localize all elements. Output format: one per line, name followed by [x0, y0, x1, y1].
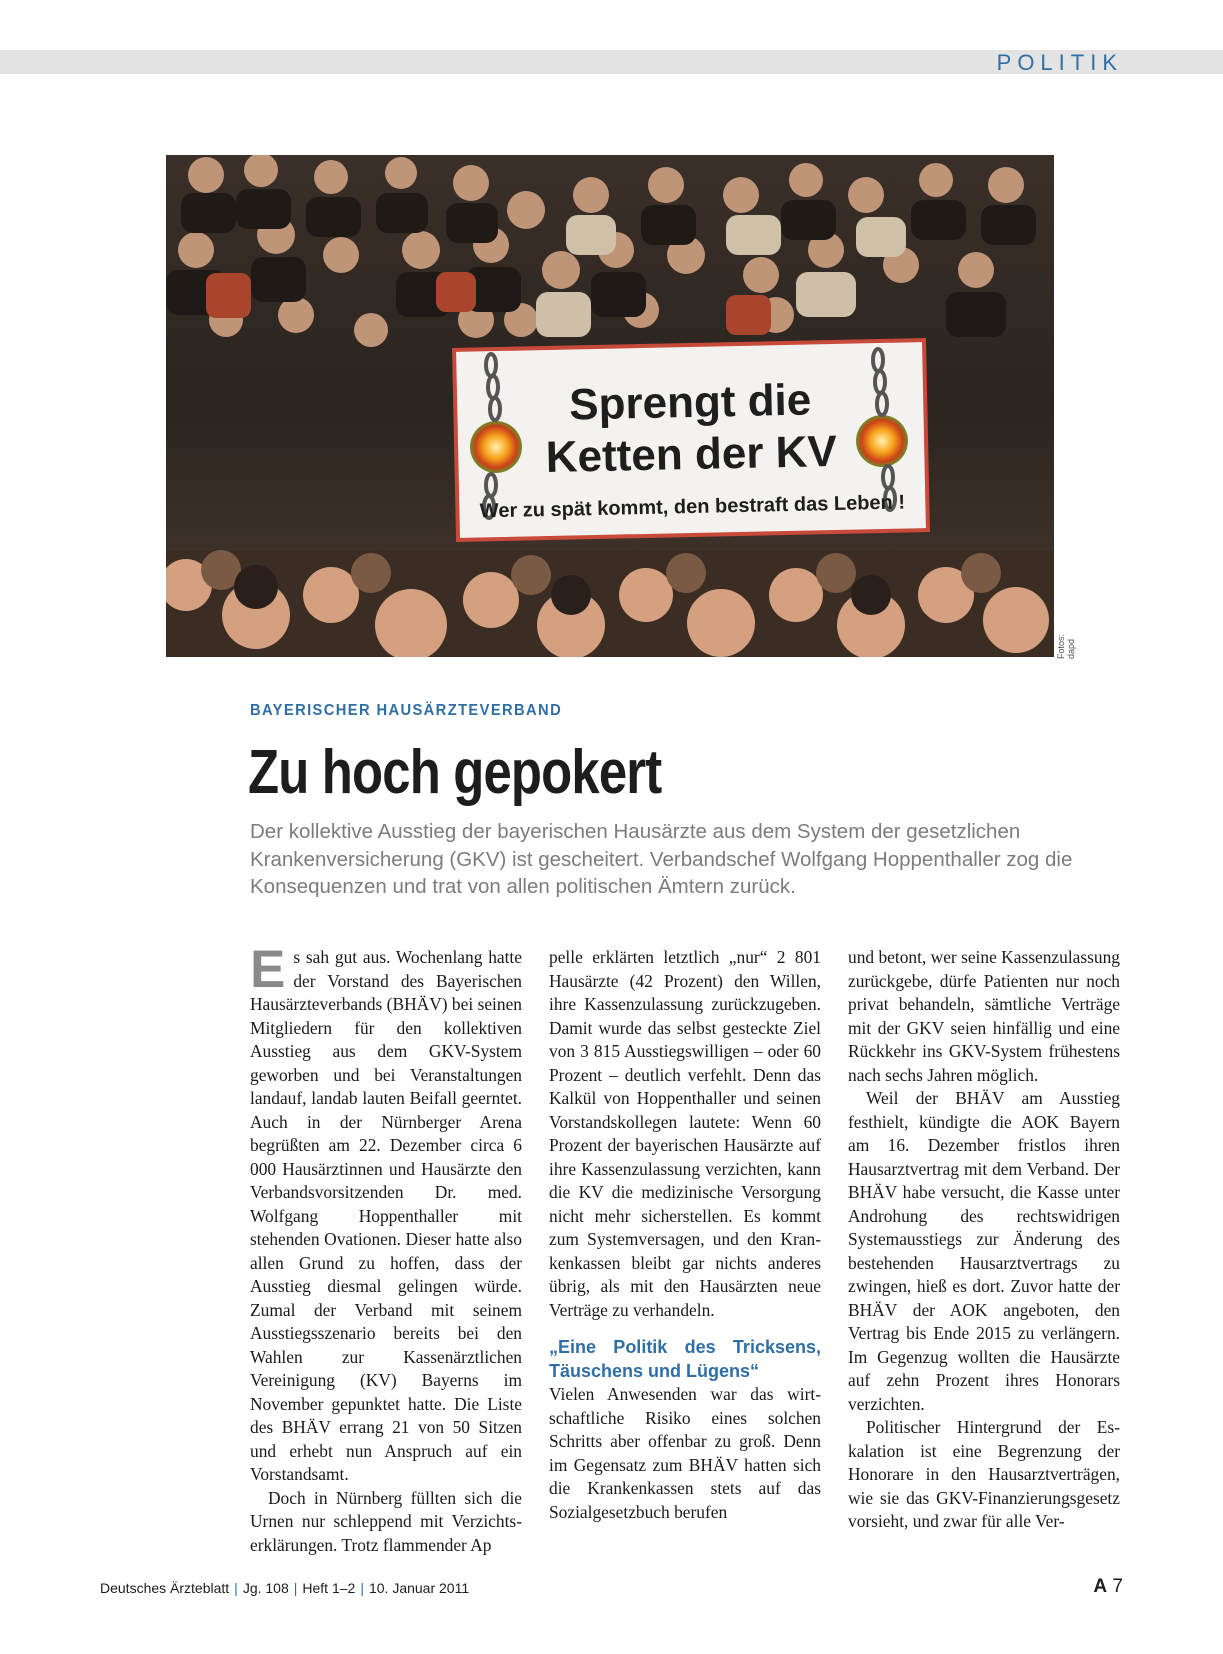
banner-line-1: Sprengt die	[568, 375, 812, 430]
protest-banner	[454, 340, 928, 540]
body-paragraph: Weil der BHÄV am Ausstieg festhielt, kündigte die AOK Bayern am 16. Dezember fristlos ihren Hausarztvertrag mit dem Verband. Der BHÄV habe versucht, die Kasse unter Androhung des rechtswidrigen Systemausstiegs zur Änderung des bestehenden Hausarztvertrags zu zwingen, hieß es dort. Zuvor hatte der BHÄV der AOK angeboten, den Vertrag bis Ende 2015 zu verlängern. Im Gegenzug wollten die Hausärzte auf zehn Prozent ihres Honorars verzichten.	[848, 1088, 1120, 1414]
article-kicker: BAYERISCHER HAUSÄRZTEVERBAND	[250, 702, 563, 719]
page-number	[1093, 1576, 1123, 1598]
body-paragraph: s sah gut aus. Wochenlang hatte der Vorstand des Bayerischen Hausärzteverbands (BHÄV) bei seinen Mitgliedern für den kollektiven Ausstieg aus dem GKV-System geworben und bei Veranstaltungen landauf, landab lauten Beifall geerntet. Auch in der Nürnberger Arena begrüßten am 22. Dezember circa 6 000 Hausärztinnen und Hausärzte den Verbandsvorsitzenden Dr. med. Wolfgang Hoppenthaller mit stehenden Ovationen. Dieser hatte also allen Grund zu hoffen, dass der Ausstieg diesmal gelingen würde. Zumal der Verband mit seinem Ausstiegsszenario bereits bei den Wahlen zur Kassenärztlichen Vereinigung (KV) Bayerns im November gepunktet hatte. Die Liste des BHÄV errang 21 von 50 Sitzen und erhebt nun Anspruch auf ein Vorstandsamt.	[250, 947, 522, 1484]
page-number-value: 7	[1112, 1576, 1123, 1597]
article-column-3	[848, 946, 1120, 1534]
body-paragraph: und betont, wer seine Kassenzulassung zurückgebe, dürfe Patienten nur noch privat behandeln, sämtliche Verträge mit der GKV seien hinfällig und eine Rückkehr ins GKV-System frühestens nach sechs Jahren möglich.	[848, 947, 1120, 1085]
banner-line-2: Ketten der KV	[545, 426, 838, 483]
drop-cap: E	[250, 940, 286, 999]
article-photo	[166, 155, 1054, 657]
article-column-2	[549, 946, 821, 1524]
volume: Jg. 108	[242, 1580, 289, 1596]
article-column-1	[250, 940, 522, 1557]
photo-credit: Fotos: dapd	[1056, 633, 1076, 659]
crowd-lower	[166, 550, 1054, 657]
issue-date: 10. Januar 2011	[368, 1580, 470, 1596]
body-paragraph: Vielen Anwesenden war das wirtschaftliche Risiko eines solchen Schritts aber offenbar zu groß. Denn im Gegensatz zum BHÄV hatten sich die Krankenkassen stets auf das Sozialgesetzbuch berufen	[549, 1384, 821, 1522]
page-footer: Deutsches Ärzteblatt | Jg. 108 | Heft 1–2 | 10. Januar 2011	[100, 1580, 470, 1596]
publication-name: Deutsches Ärzteblatt	[100, 1580, 230, 1596]
banner-line-3: Wer zu spät kommt, den bestraft das Leben !	[479, 491, 906, 523]
section-label: POLITIK	[996, 50, 1123, 75]
issue: Heft 1–2	[302, 1580, 356, 1596]
body-paragraph: pelle erklärten letztlich „nur“ 2 801 Hausärzte (42 Prozent) den Willen, ihre Kassenzulassung zurückzugeben. Damit wurde das selbst gesteckte Ziel von 3 815 Ausstiegswilligen – oder 60 Prozent – deutlich verfehlt. Denn das Kalkül von Hoppenthaller und seinen Vorstandskollegen lautete: Wenn 60 Prozent der bayerischen Hausärzte auf ihre Kassenzulassung verzichten, kann die KV die medizinische Versorgung nicht mehr sicherstellen. Es kommt zum Systemversagen, und den Krankenkassen bleibt gar nichts anderes übrig, als mit den Hausärzten neue Verträge zu verhandeln.	[549, 947, 821, 1320]
body-paragraph: Doch in Nürnberg füllten sich die Urnen nur schleppend mit Verzichtserklärungen. Trotz flammender Ap	[250, 1487, 522, 1555]
article-headline: Zu hoch gepokert	[248, 738, 662, 807]
article-lead: Der kollektive Ausstieg der bayerischen Hausärzte aus dem System der gesetzlichen Krankenversicherung (GKV) ist gescheitert. Verbandschef Wolfgang Hoppenthaller zog die Konsequenzen und trat von allen politischen Ämtern zurück.	[250, 820, 1073, 898]
page-prefix: A	[1093, 1576, 1108, 1597]
article-subhead: „Eine Politik des Tricksens, Täuschens und Lügens“	[549, 1337, 821, 1381]
body-paragraph: Politischer Hintergrund der Eskalation ist eine Begrenzung der Honorare in den Hausarztverträgen, wie sie das GKV-Finanzierungsgesetz vorsieht, und zwar für alle Ver-	[848, 1417, 1120, 1531]
